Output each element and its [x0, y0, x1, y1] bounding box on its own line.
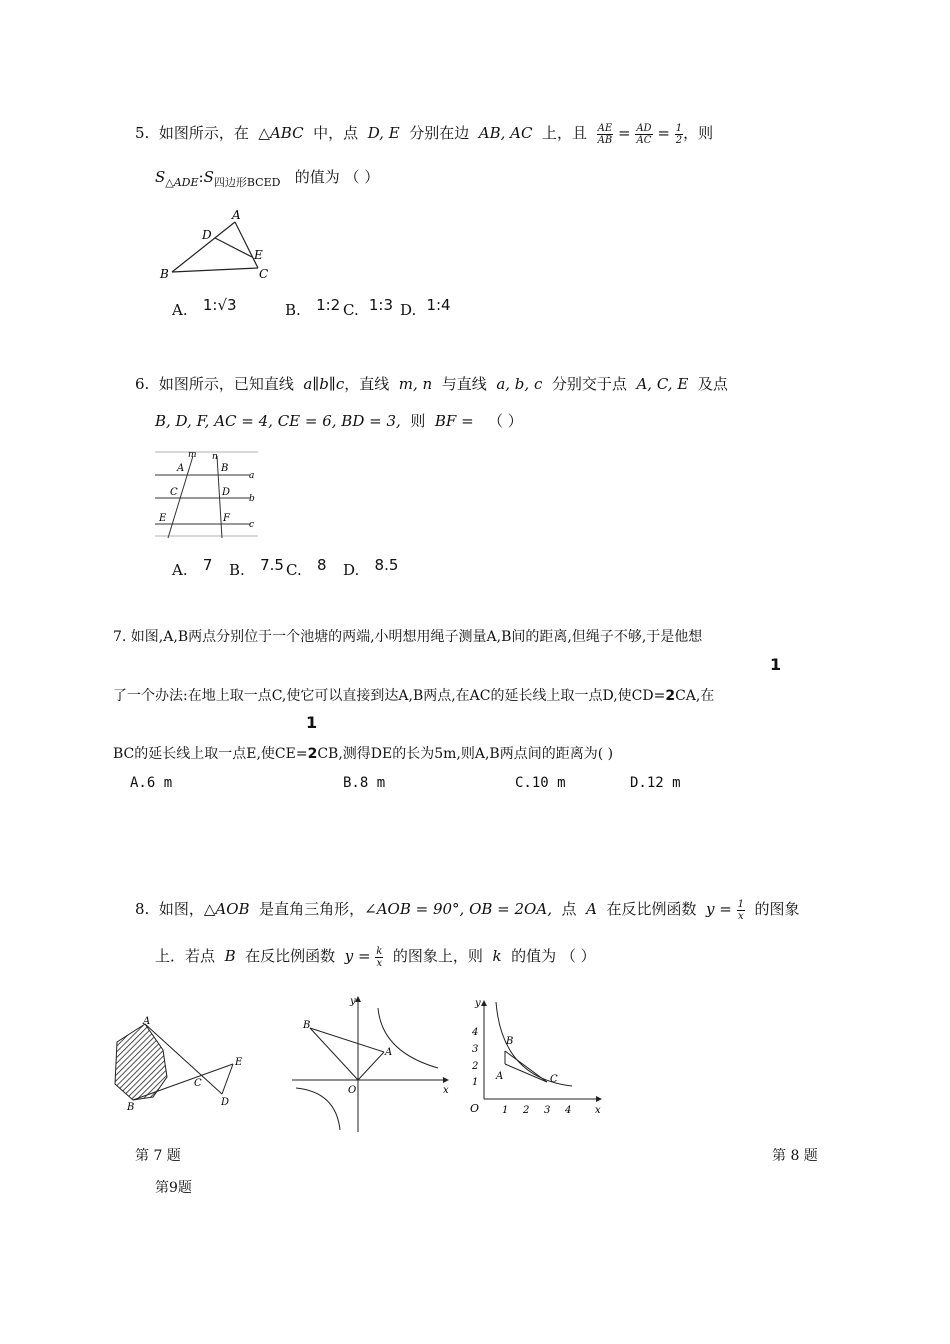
- label-line-a: a: [249, 471, 255, 481]
- q6-text: 如图所示，已知直线: [158, 375, 294, 393]
- fraction-ad-ac: [635, 123, 652, 146]
- label-m: m: [188, 450, 197, 460]
- q6-lines: m, n: [398, 375, 433, 393]
- pond-shape: [115, 1024, 167, 1100]
- option-label: D.: [343, 561, 360, 579]
- q8-text: 点: [561, 900, 577, 918]
- label-x: x: [443, 1085, 449, 1096]
- label-y: y: [475, 998, 481, 1009]
- q6-text: 分别交于点: [551, 375, 627, 393]
- frac-num: AE: [597, 122, 613, 134]
- q5-line1: [135, 122, 713, 146]
- q5-triangle-figure: [150, 205, 280, 285]
- y-tick-1: 1: [472, 1077, 479, 1088]
- q6-option-a[interactable]: [172, 556, 213, 579]
- func-y: y =: [706, 900, 732, 918]
- colon: :: [198, 168, 204, 186]
- option-value: 8.5: [374, 556, 399, 574]
- q7-frac1-den: 2: [665, 688, 676, 704]
- label-a: A: [143, 1016, 151, 1027]
- label-y: y: [350, 996, 356, 1007]
- option-value: 1:2: [316, 296, 341, 314]
- label-a: A: [385, 1047, 393, 1058]
- q6-text: 与直线: [441, 375, 487, 393]
- caption-q9: 第9题: [155, 1180, 192, 1196]
- q8-text: 的值为 （ ）: [511, 947, 596, 965]
- q5-option-d[interactable]: [400, 296, 451, 319]
- question-number: 8.: [135, 900, 150, 918]
- q8-text: 上．若点: [155, 947, 216, 965]
- label-n: n: [212, 452, 218, 462]
- frac-den: x: [737, 910, 744, 922]
- q7-frac2-num: 1: [306, 713, 318, 732]
- q5-triangle: △ABC: [258, 124, 304, 142]
- frac-den: x: [376, 957, 383, 969]
- label-a: A: [496, 1071, 504, 1082]
- q7-option-a[interactable]: A.6 m: [130, 775, 173, 791]
- q8-point-a: A: [586, 900, 597, 918]
- label-b: B: [160, 267, 169, 281]
- q8-condition: ∠AOB = 90°, OB = 2OA,: [364, 900, 552, 918]
- x-tick-2: 2: [523, 1105, 530, 1116]
- y-tick-4: 4: [472, 1027, 479, 1038]
- hyperbola-branch-1: [378, 1008, 438, 1068]
- func-y: y =: [344, 947, 371, 965]
- q6-parallel-lines-figure: [150, 448, 265, 543]
- q6-line1: [135, 373, 728, 394]
- question-number: 5.: [135, 124, 150, 142]
- q6-option-c[interactable]: [286, 556, 327, 579]
- x-tick-4: 4: [565, 1105, 572, 1116]
- x-tick-3: 3: [544, 1105, 551, 1116]
- q8-axes-figure: [288, 992, 453, 1137]
- x-axis-arrow-icon: [443, 1077, 449, 1083]
- option-label: D.: [400, 301, 417, 319]
- option-value: 8: [316, 556, 327, 574]
- fraction-1-over-x: [737, 899, 745, 922]
- label-d: D: [202, 228, 212, 242]
- x-tick-1: 1: [502, 1105, 509, 1116]
- q7-text: BC的延长线上取一点E,使CE=: [113, 746, 308, 762]
- line-de: [222, 1064, 233, 1094]
- label-b: B: [127, 1102, 135, 1112]
- side-bc: [172, 268, 258, 272]
- label-a: A: [232, 208, 241, 222]
- label-d: D: [221, 1097, 230, 1108]
- label-d: D: [222, 487, 231, 498]
- q7-line3: [113, 743, 613, 763]
- fraction-half: [675, 123, 683, 146]
- label-e: E: [235, 1057, 243, 1068]
- frac-num: AD: [636, 122, 652, 134]
- q6-points: A, C, E: [636, 375, 689, 393]
- segment-de: [215, 238, 252, 257]
- q8-triangle: △AOB: [203, 900, 250, 918]
- label-o: O: [470, 1102, 480, 1115]
- q6-given: B, D, F, AC = 4, CE = 6, BD = 3,: [155, 412, 401, 430]
- option-label: A.: [172, 301, 188, 319]
- label-c: C: [170, 487, 178, 498]
- hyperbola-branch-2: [296, 1088, 340, 1130]
- label-c: C: [259, 267, 269, 281]
- answer-paren: （ ）: [487, 412, 523, 430]
- area-subscript: 四边形BCED: [213, 176, 281, 189]
- area-symbol: S: [155, 168, 166, 186]
- q8-text: 是直角三角形，: [259, 900, 365, 918]
- equals: =: [657, 124, 670, 142]
- q7-option-b[interactable]: B.8 m: [343, 775, 386, 791]
- q6-lines: a, b, c: [496, 375, 543, 393]
- q5-text: 的值为 （ ）: [294, 168, 380, 186]
- q7-frac1-num: 1: [770, 655, 782, 674]
- q6-text: 及点: [697, 375, 728, 393]
- q5-points: D, E: [367, 124, 400, 142]
- q6-option-b[interactable]: [229, 556, 284, 579]
- label-line-b: b: [249, 494, 255, 504]
- q8-text: 在反比例函数: [245, 947, 336, 965]
- area-subscript: △ADE: [165, 176, 199, 189]
- y-tick-2: 2: [472, 1061, 479, 1072]
- frac-num: k: [376, 945, 383, 957]
- option-label: B.: [229, 561, 245, 579]
- q5-option-c[interactable]: [343, 296, 394, 319]
- frac-den: 2: [675, 134, 683, 146]
- label-e: E: [159, 513, 167, 524]
- label-x: x: [595, 1105, 601, 1116]
- q5-text: ，则: [683, 124, 714, 142]
- label-a: A: [177, 463, 185, 474]
- q7-text: CB,测得DE的长为5m,则A,B两点间的距离为( ): [317, 746, 614, 762]
- q7-pond-figure: [105, 1012, 250, 1112]
- q8-text: 在反比例函数: [606, 900, 697, 918]
- q9-axes-figure: [462, 996, 607, 1121]
- q6-ask: BF =: [434, 412, 474, 430]
- q8-text: 的图象上，则: [392, 947, 483, 965]
- option-value: 7.5: [260, 556, 284, 574]
- q8-line1: [135, 898, 800, 922]
- q8-point-b: B: [224, 947, 236, 965]
- option-label: A.: [172, 561, 188, 579]
- q7-line2: [113, 685, 714, 705]
- y-axis-arrow-icon: [355, 996, 361, 1002]
- fraction-ae-ab: [597, 123, 614, 146]
- q8-text: 如图，: [158, 900, 204, 918]
- q5-text: 中，点: [313, 124, 359, 142]
- q6-parallel: a∥b∥c: [303, 375, 345, 393]
- equals: =: [617, 124, 631, 142]
- y-axis-arrow-icon: [481, 1000, 487, 1006]
- area-symbol: S: [203, 168, 214, 186]
- q7-text: CA,在: [675, 688, 715, 704]
- q5-text: 分别在边: [409, 124, 470, 142]
- label-b: B: [506, 1036, 514, 1047]
- frac-num: 1: [675, 122, 683, 134]
- option-value: 1:3: [368, 296, 394, 314]
- caption-q7: 第 7 题: [135, 1148, 181, 1164]
- q5-option-b[interactable]: [285, 296, 341, 319]
- frac-den: AC: [636, 134, 652, 146]
- frac-num: 1: [737, 898, 744, 910]
- q5-text: 如图所示，在: [158, 124, 249, 142]
- q5-option-a[interactable]: [172, 296, 237, 319]
- q8-k: k: [492, 947, 502, 965]
- label-c: C: [194, 1078, 202, 1089]
- label-b: B: [303, 1020, 311, 1031]
- option-value: 1:4: [426, 296, 451, 314]
- option-value: 1:√3: [202, 296, 237, 314]
- q5-line2: [155, 166, 379, 187]
- q5-sides: AB, AC: [478, 124, 533, 142]
- label-line-c: c: [249, 520, 255, 530]
- q7-line1: 7. 如图,A,B两点分别位于一个池塘的两端,小明想用绳子测量A,B间的距离,但绳子不够,于是他想: [113, 629, 703, 645]
- q8-text: 的图象: [754, 900, 800, 918]
- q6-line2: [155, 410, 523, 431]
- q5-text: 上，且: [542, 124, 588, 142]
- q6-text: ，直线: [344, 375, 390, 393]
- fraction-k-over-x: [375, 946, 383, 969]
- q6-text: 则: [410, 412, 426, 430]
- q7-option-c[interactable]: C.10 m: [515, 775, 566, 791]
- option-label: C.: [343, 301, 359, 319]
- option-label: B.: [285, 301, 301, 319]
- q7-text: 了一个办法:在地上取一点C,使它可以直接到达A,B两点,在AC的延长线上取一点D,使CD=: [113, 688, 666, 704]
- option-value: 7: [202, 556, 213, 574]
- label-e: E: [254, 248, 263, 262]
- option-label: C.: [286, 561, 302, 579]
- question-number: 6.: [135, 375, 150, 393]
- y-tick-3: 3: [472, 1044, 479, 1055]
- label-f: F: [223, 513, 230, 524]
- frac-den: AB: [597, 134, 613, 146]
- label-o: O: [348, 1085, 357, 1096]
- q8-line2: [155, 945, 596, 969]
- q7-frac2-den: 2: [307, 746, 318, 762]
- x-axis-arrow-icon: [596, 1096, 602, 1102]
- q7-option-d[interactable]: D.12 m: [630, 775, 681, 791]
- segment-oa: [358, 1052, 384, 1080]
- label-c: C: [550, 1074, 558, 1085]
- q6-option-d[interactable]: [343, 556, 399, 579]
- label-b: B: [221, 463, 229, 474]
- caption-q8: 第 8 题: [772, 1148, 818, 1164]
